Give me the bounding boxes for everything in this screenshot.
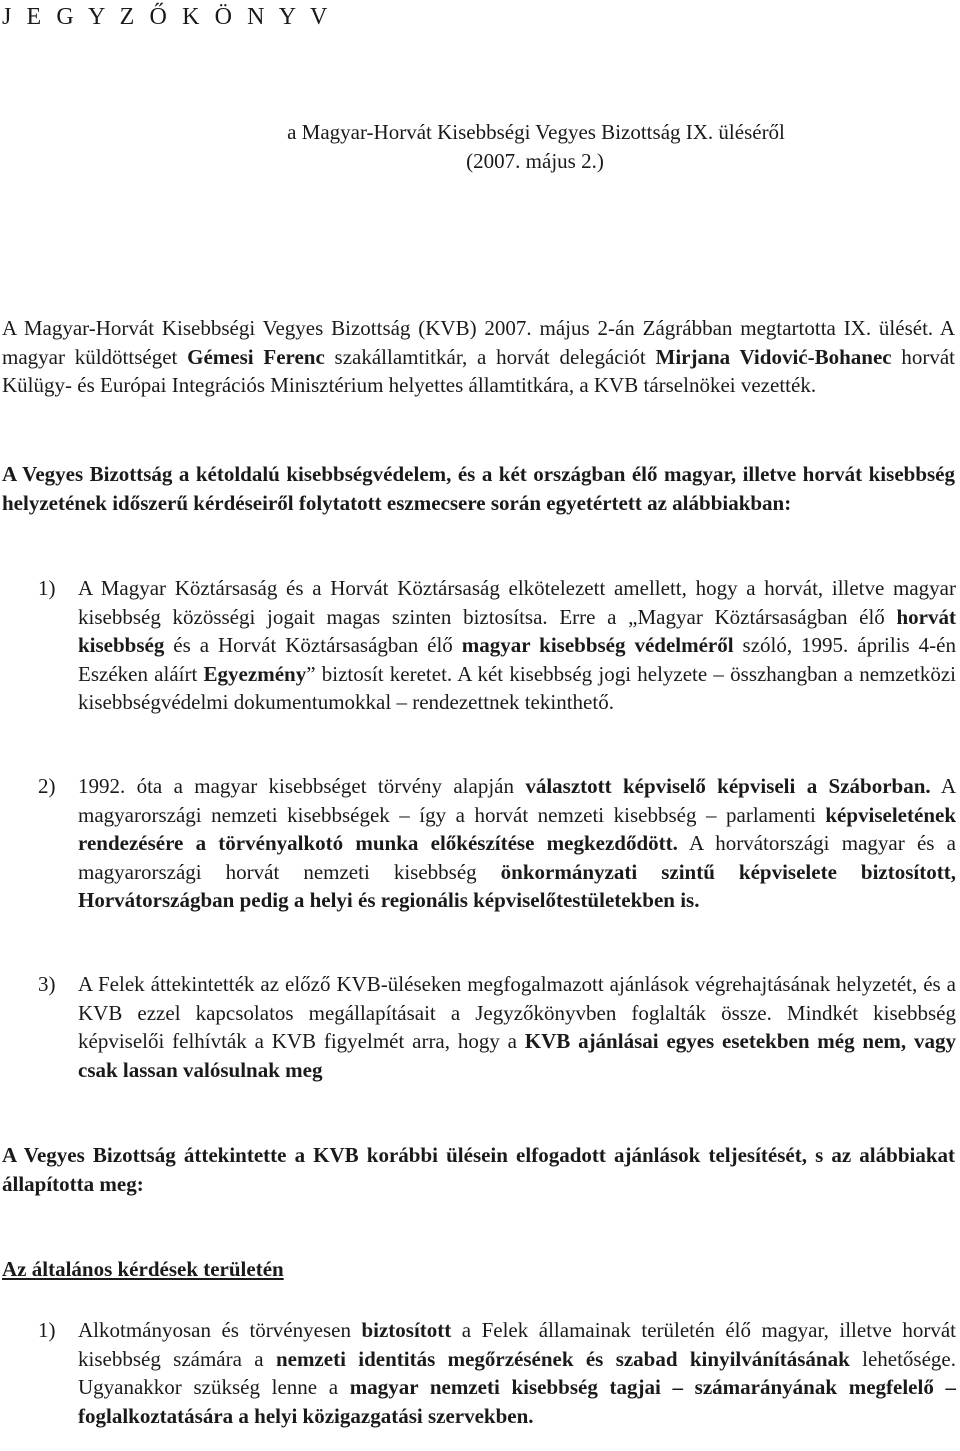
general-1-text-2: a Felek államainak területén élő magyar, illetve horvát kisebbség számára a [78, 1318, 956, 1371]
item-3-bold-1: KVB ajánlásai egyes esetekben még nem, vagy csak lassan valósulnak meg [78, 1029, 956, 1082]
agreement-item-3 [38, 970, 956, 1084]
intro-text-2: szakállamtitkár, a horvát delegációt [324, 344, 656, 369]
general-1-bold-3: magyar nemzeti kisebbség tagjai – számarányának megfelelő – foglalkoztatására a helyi közigazgatási szervekben. [78, 1375, 956, 1428]
intro-name-2: Mirjana Vidović-Bohanec [655, 344, 892, 369]
item-2-text-3: A horvátországi magyar és a magyarországi horvát nemzeti kisebbség [78, 831, 956, 884]
item-3-text-1: A Felek áttekintették az előző KVB-üléseken megfogalmazott ajánlások végrehajtásának helyzetét, és a KVB ezzel kapcsolatos megállapításait a Jegyzőkönyvben foglalták össze. Mindkét kisebbség képviselői felhívták a KVB figyelmét arra, hogy a [78, 972, 956, 1053]
item-number: 2) [38, 774, 56, 798]
item-1-bold-1: horvát kisebbség [78, 604, 956, 657]
item-number: 1) [38, 576, 56, 600]
item-text [78, 1316, 956, 1430]
agreement-item-1 [38, 574, 956, 717]
item-2-bold-1: választott képviselő képviseli a Száborban. [525, 774, 931, 798]
agreement-item-2 [38, 772, 956, 915]
item-2-bold-3: önkormányzati szintű képviselete biztosított, Horvátországban pedig a helyi és regionális képviselőtestületekben is. [78, 859, 956, 912]
intro-text-3: horvát Külügy- és Európai Integrációs Minisztérium helyettes államtitkára, a KVB társelnökei vezették. [2, 344, 956, 397]
item-1-text-1: A Magyar Köztársaság és a Horvát Köztársaság elkötelezett amellett, hogy a horvát, illetve magyar kisebbség közösségi jogait magas szinten biztosítsa. Erre a „Magyar Köztársaságban élő [78, 576, 956, 629]
general-1-bold-1: biztosított [361, 1318, 452, 1342]
review-paragraph: A Vegyes Bizottság áttekintette a KVB korábbi ülésein elfogadott ajánlások teljesítését, s az alábbiakat állapította meg: [2, 1143, 955, 1196]
item-1-text-3: szóló, 1995. április 4-én Eszéken aláírt [78, 633, 956, 686]
general-item-1 [38, 1316, 956, 1430]
item-text [78, 970, 956, 1084]
general-1-text-3: lehetősége. Ugyanakkor szükség lenne a [78, 1346, 956, 1399]
item-number: 3) [38, 972, 56, 996]
item-2-text-2: A magyarországi nemzeti kisebbségek – így a horvát nemzeti kisebbség – parlamenti [78, 774, 957, 827]
item-text [78, 574, 956, 717]
general-1-bold-2: nemzeti identitás megőrzésének és szabad kinyilvánításának [275, 1346, 850, 1371]
document-subtitle [0, 118, 960, 176]
item-2-text-1: 1992. óta a magyar kisebbséget törvény alapján [78, 774, 526, 798]
item-1-bold-3: Egyezmény [203, 661, 307, 686]
item-1-text-2: és a Horvát Köztársaságban élő [164, 633, 462, 657]
subtitle-line-1: a Magyar-Horvát Kisebbségi Vegyes Bizottság IX. üléséről [287, 120, 785, 144]
item-1-text-4: ” biztosít keretet. A két kisebbség jogi helyzete – összhangban a nemzetközi kisebbségvédelmi dokumentumokkal – rendezettnek tekinthető. [78, 661, 956, 714]
item-number: 1) [38, 1318, 56, 1342]
section-heading: Az általános kérdések területén [2, 1257, 284, 1281]
item-text [78, 772, 956, 915]
document-title: J E G Y Z Ő K Ö N Y V [2, 4, 332, 30]
intro-text-1: A Magyar-Horvát Kisebbségi Vegyes Bizottság (KVB) 2007. május 2-án Zágrábban megtartotta IX. ülését. A magyar küldöttséget [2, 316, 955, 369]
intro-paragraph [2, 314, 955, 400]
item-1-bold-2: magyar kisebbség védelméről [461, 633, 734, 657]
agreement-paragraph: A Vegyes Bizottság a kétoldalú kisebbségvédelem, és a két országban élő magyar, illetve horvát kisebbség helyzetének időszerű kérdéseiről folytatott eszmecsere során egyetértett az alábbiakban: [2, 462, 955, 515]
general-1-text-1: Alkotmányosan és törvényesen [78, 1318, 362, 1342]
item-2-bold-2: képviseletének rendezésére a törvényalkotó munka előkészítése megkezdődött. [78, 802, 956, 855]
intro-name-1: Gémesi Ferenc [187, 344, 325, 369]
subtitle-date: (2007. május 2.) [466, 149, 604, 173]
